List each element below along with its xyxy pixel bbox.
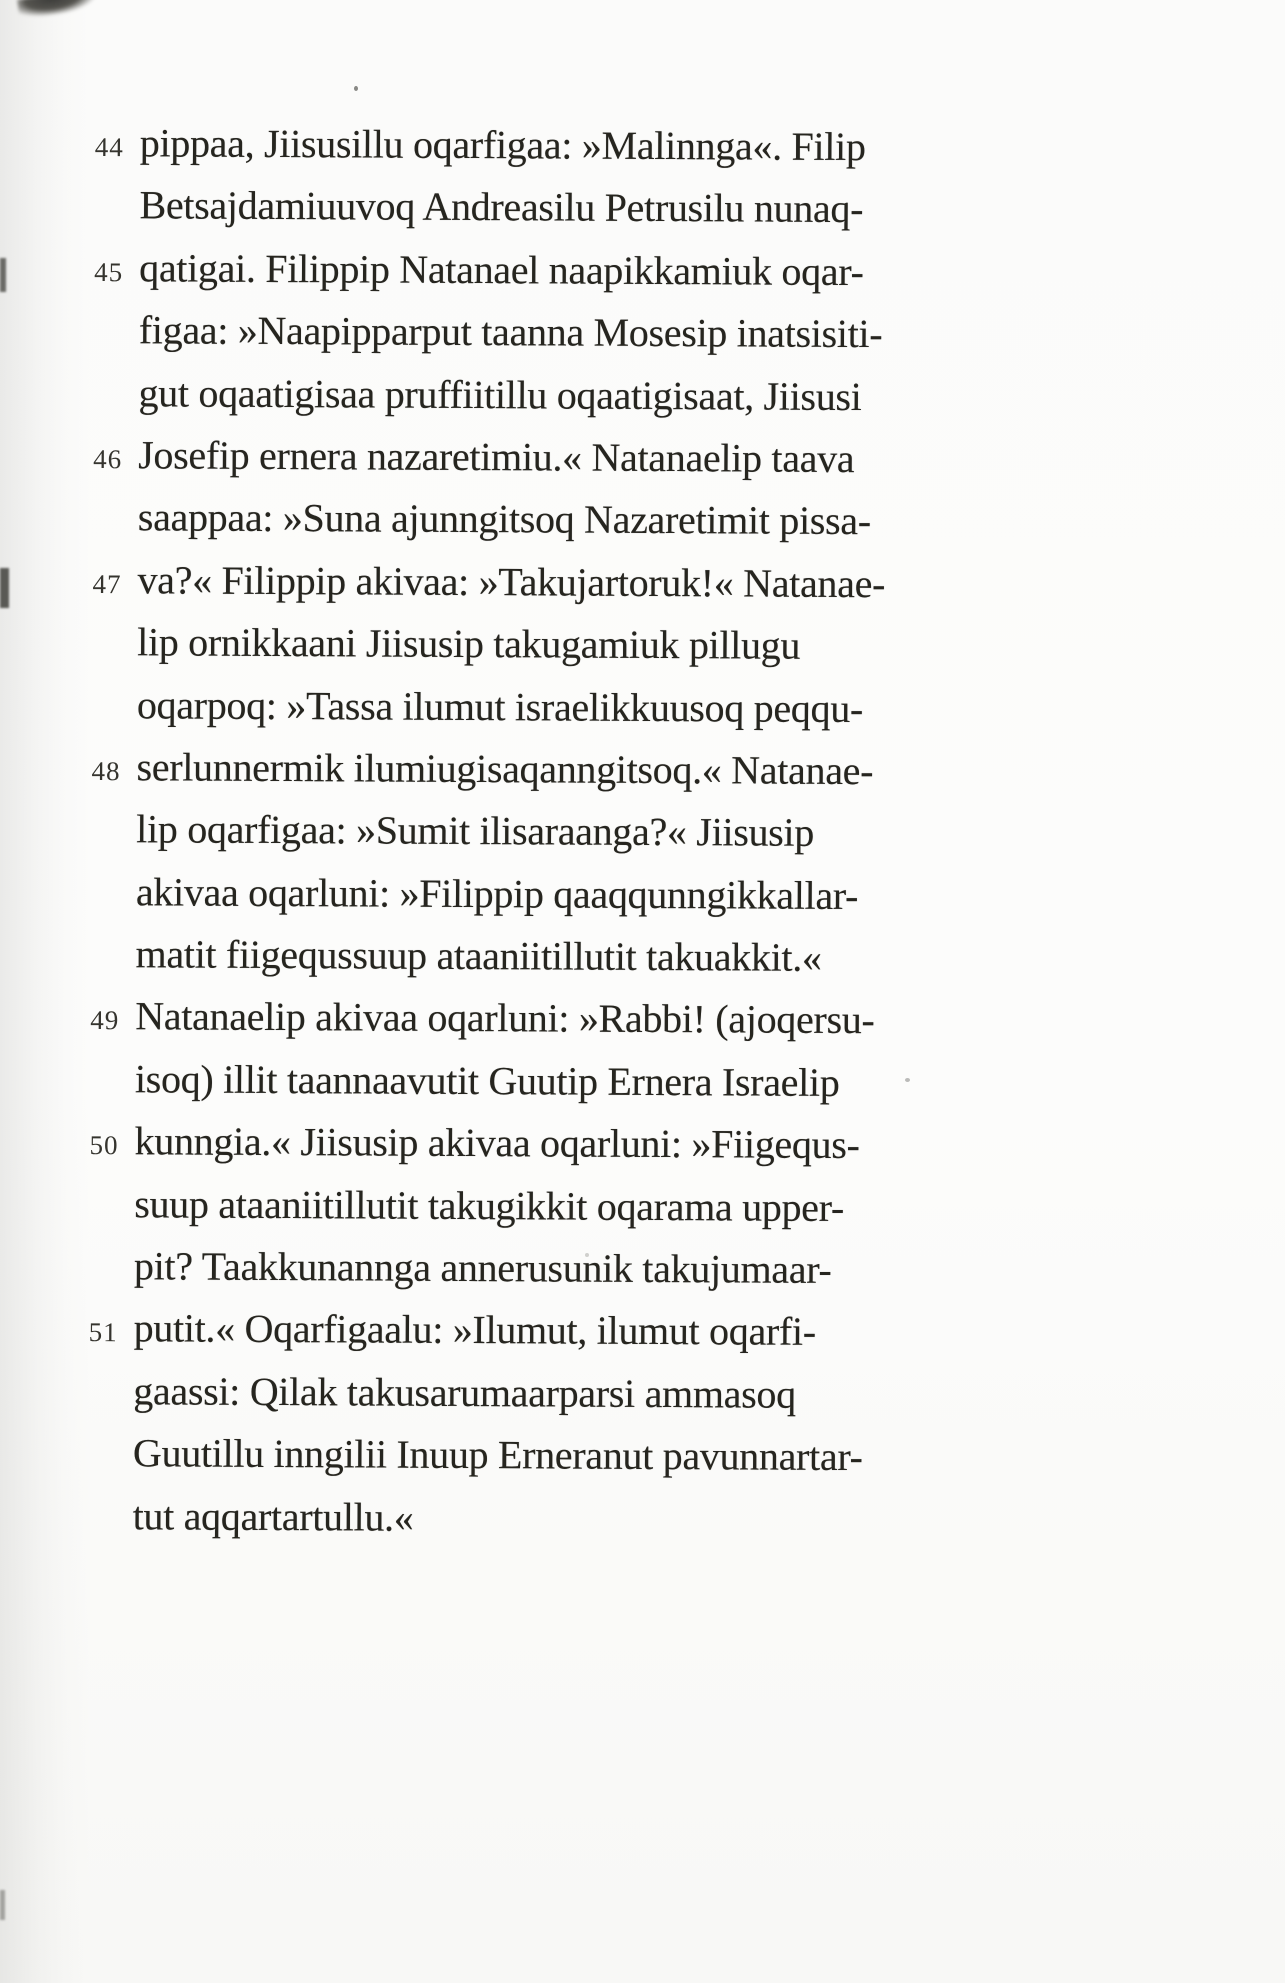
text-line <box>76 1485 880 1552</box>
text-line <box>78 1235 882 1302</box>
verse-number: 46 <box>93 444 123 475</box>
text-line <box>81 674 885 741</box>
verse-text: Josefip ernera nazaretimiu.« Natanaelip taava <box>138 432 855 481</box>
text-line <box>80 736 884 803</box>
verse-number: 45 <box>94 256 124 287</box>
verse-text-block <box>76 112 887 1551</box>
text-line <box>82 424 886 491</box>
verse-text: qatigai. Filippip Natanael naapikkamiuk oqar- <box>139 245 864 294</box>
verse-number: 48 <box>91 755 121 787</box>
text-line <box>77 1360 881 1427</box>
text-line <box>78 1110 882 1177</box>
scan-corner-smudge <box>17 0 97 19</box>
text-line <box>82 486 886 553</box>
text-line <box>79 985 883 1052</box>
verse-text: gut oqaatigisaa pruffiitillu oqaatigisaat, Jiisusi <box>138 369 862 419</box>
verse-text: Guutillu inngilii Inuup Erneranut pavunnartar- <box>132 1430 863 1480</box>
verse-text: gaassi: Qilak takusarumaarparsi ammasoq <box>133 1368 796 1417</box>
verse-text: Betsajdamiuuvoq Andreasilu Petrusilu nunaq- <box>139 182 864 232</box>
verse-number: 50 <box>89 1130 119 1161</box>
text-line <box>84 112 888 179</box>
text-line <box>83 174 887 241</box>
text-line <box>83 299 887 366</box>
verse-text: lip ornikkaani Jiisusip takugamiuk pillugu <box>137 619 801 668</box>
verse-text: oqarpoq: »Tassa ilumut israelikkuusoq peqqu- <box>136 681 864 731</box>
verse-text: pit? Taakkunannga annerusunik takujumaar- <box>133 1243 832 1292</box>
text-line <box>80 861 884 928</box>
text-line <box>77 1422 881 1489</box>
text-line <box>77 1297 881 1364</box>
text-line <box>82 362 886 429</box>
text-line <box>79 1048 883 1115</box>
verse-text: isoq) illit taannaavutit Guutip Ernera Israelip <box>134 1056 840 1105</box>
verse-number: 51 <box>88 1317 118 1348</box>
scan-edge-mark <box>0 568 9 608</box>
scan-edge-mark <box>0 1890 5 1920</box>
verse-text: serlunnermik ilumiugisaqanngitsoq.« Natanae- <box>136 744 874 794</box>
verse-text: Natanaelip akivaa oqarluni: »Rabbi! (ajoqersu- <box>135 993 875 1043</box>
verse-text: pippaa, Jiisusillu oqarfigaa: »Malinnga«. Filip <box>139 120 866 170</box>
text-line <box>81 549 885 616</box>
scan-speck <box>354 86 358 91</box>
verse-text: matit fiigequssuup ataaniitillutit takuakkit.« <box>135 931 822 980</box>
text-line <box>80 798 884 865</box>
scan-edge-mark <box>0 258 6 292</box>
verse-text: saappaa: »Suna ajunngitsoq Nazaretimit pissa- <box>137 494 871 544</box>
verse-number: 44 <box>94 132 124 163</box>
text-line <box>79 923 883 990</box>
scan-speck <box>905 1078 910 1082</box>
text-line <box>78 1173 882 1240</box>
verse-text: figaa: »Naapipparput taanna Mosesip inatsisiti- <box>138 307 883 357</box>
text-line <box>83 237 887 304</box>
verse-text: akivaa oqarluni: »Filippip qaaqqunngikkallar- <box>135 868 859 918</box>
verse-number: 49 <box>90 1005 120 1036</box>
verse-text: suup ataaniitillutit takugikkit oqarama upper- <box>134 1180 845 1230</box>
verse-text: putit.« Oqarfigaalu: »Ilumut, ilumut oqarfi- <box>133 1305 816 1355</box>
verse-text: tut aqqartartullu.« <box>132 1492 414 1540</box>
verse-text: va?« Filippip akivaa: »Takujartoruk!« Natanae- <box>137 557 886 606</box>
verse-text: kunngia.« Jiisusip akivaa oqarluni: »Fiigequs- <box>134 1118 860 1168</box>
verse-text: lip oqarfigaa: »Sumit ilisaraanga?« Jiisusip <box>136 806 815 856</box>
text-line <box>81 611 885 678</box>
verse-number: 47 <box>92 568 122 599</box>
